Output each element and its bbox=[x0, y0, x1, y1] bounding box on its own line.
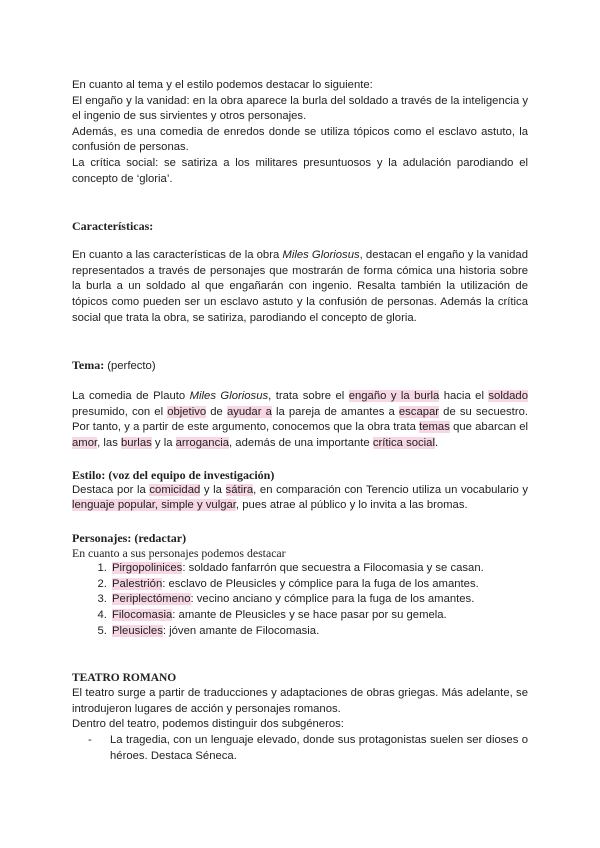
highlight: ayudar a bbox=[226, 405, 272, 418]
subgeneros-list bbox=[72, 733, 528, 764]
intro-section bbox=[72, 78, 528, 187]
personajes-section bbox=[72, 530, 528, 640]
intro-paragraph-3: La crítica social: se satiriza a los militares presuntuosos y la adulación parodiando el concepto de ‘gloria’. bbox=[72, 156, 528, 185]
list-item: 5. Pleusicles: jóven amante de Filocomasia. bbox=[110, 624, 528, 640]
work-title: Miles Gloriosus bbox=[189, 390, 269, 403]
tema-section bbox=[72, 357, 528, 451]
estilo-note: (voz del equipo de investigación) bbox=[108, 467, 275, 482]
highlight: lenguaje popular, simple y vulgar bbox=[72, 499, 236, 512]
work-title: Miles Gloriosus bbox=[282, 249, 360, 262]
highlight: temas bbox=[419, 421, 450, 434]
personajes-note: (redactar) bbox=[134, 530, 187, 545]
personajes-heading: Personajes: (redactar) bbox=[72, 530, 187, 545]
list-item: 2. Palestrión: esclavo de Pleusicles y cómplice para la fuga de los amantes. bbox=[110, 577, 528, 593]
character-name: Palestrión bbox=[112, 577, 163, 590]
estilo-section bbox=[72, 467, 528, 514]
highlight: comicidad bbox=[149, 483, 201, 496]
intro-paragraph-2: Además, es una comedia de enredos donde se utiliza tópicos como el esclavo astuto, la confusión de personas. bbox=[72, 125, 528, 154]
personajes-list bbox=[72, 561, 528, 639]
highlight: crítica social bbox=[372, 436, 435, 449]
list-item: 1. Pirgopolinices: soldado fanfarrón que secuestra a Filocomasia y se casan. bbox=[110, 561, 528, 577]
character-name: Periplectómeno bbox=[112, 593, 191, 606]
character-name: Filocomasia bbox=[112, 609, 173, 622]
highlight: amor bbox=[72, 436, 98, 449]
tema-paragraph: La comedia de Plauto Miles Gloriosus, trata sobre el engaño y la burla hacia el soldado presumido, con el objetivo de ayudar a la pareja de amantes a escapar de su secuestro. Por tanto, y a partir de este argumento, conocemos que la obra trata temas que abarcan el amor, las burlas y la arrogancia, además de una importante crítica social. bbox=[72, 390, 529, 449]
document-page bbox=[72, 78, 528, 764]
highlight: escapar bbox=[398, 405, 440, 418]
estilo-heading: Estilo: (voz del equipo de investigación) bbox=[72, 467, 275, 482]
highlight: soldado bbox=[488, 390, 528, 403]
highlight: objetivo bbox=[167, 405, 207, 418]
list-item: 4. Filocomasia: amante de Pleusicles y se hace pasar por su gemela. bbox=[110, 608, 528, 624]
estilo-paragraph: Destaca por la comicidad y la sátira, en comparación con Terencio utiliza un vocabulario y lenguaje popular, simple y vulgar, pues atrae al público y lo invita a las bromas. bbox=[72, 483, 529, 512]
intro-paragraph-1: El engaño y la vanidad: en la obra aparece la burla del soldado a través de la inteligencia y el ingenio de sus sirvientes y otros personajes. bbox=[72, 94, 528, 123]
caracteristicas-paragraph: En cuanto a las características de la obra Miles Gloriosus, destacan el engaño y la vanidad representados a través de personajes que mostrarán de forma cómica una historia sobre la burla a un soldado al que engañarán con ingenio. Resalta también la utilización de tópicos como pueden ser un esclavo astuto y la confusión de personas. Además la crítica social que trata la obra, se satiriza, parodiando el concepto de gloria. bbox=[72, 249, 528, 324]
highlight: engaño y la burla bbox=[348, 390, 440, 403]
teatro-section bbox=[72, 670, 528, 764]
teatro-heading: TEATRO ROMANO bbox=[72, 672, 177, 685]
list-item: 3. Periplectómeno: vecino anciano y cómplice para la fuga de los amantes. bbox=[110, 592, 528, 608]
personajes-intro: En cuanto a sus personajes podemos destacar bbox=[72, 545, 286, 560]
intro-lead: En cuanto al tema y el estilo podemos destacar lo siguiente: bbox=[72, 79, 373, 91]
character-name: Pirgopolinices bbox=[112, 562, 183, 575]
highlight: burlas bbox=[120, 436, 152, 449]
tema-heading: Tema: (perfecto) bbox=[72, 358, 156, 373]
highlight: sátira bbox=[225, 483, 254, 496]
caracteristicas-heading: Características: bbox=[72, 219, 154, 234]
caracteristicas-section bbox=[72, 218, 528, 326]
tema-note: (perfecto) bbox=[107, 360, 156, 373]
teatro-paragraph-1: El teatro surge a partir de traducciones y adaptaciones de obras griegas. Más adelante, se introdujeron lugares de acción y personajes romanos. bbox=[72, 687, 528, 715]
list-item: - La tragedia, con un lenguaje elevado, donde sus protagonistas suelen ser dioses o héroes. Destaca Séneca. bbox=[110, 733, 528, 764]
character-name: Pleusicles bbox=[112, 624, 163, 637]
highlight: arrogancia bbox=[175, 436, 230, 449]
teatro-paragraph-2: Dentro del teatro, podemos distinguir dos subgéneros: bbox=[72, 718, 344, 731]
